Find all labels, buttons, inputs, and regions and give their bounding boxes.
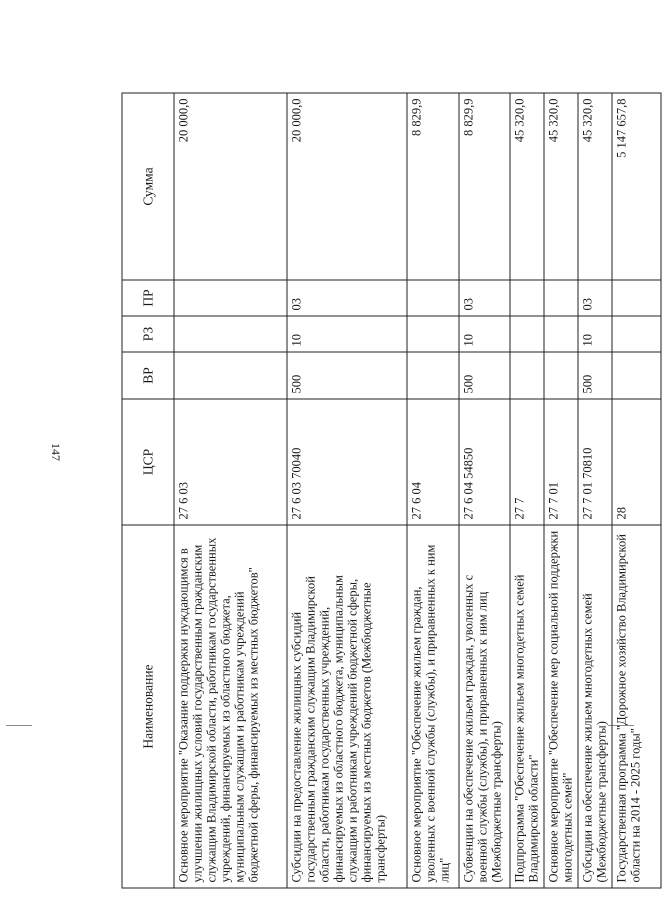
cell-name: Субвенции на обеспечение жильем граждан, уволенных с военной службы (службы), и приравненных к ним лиц (Межбюджетные трансферты) (459, 525, 510, 888)
cell-rz: 10 (287, 316, 407, 352)
cell-name: Субсидии на обеспечение жильем многодетных семей (Межбюджетные трансферты) (578, 525, 612, 888)
header-rz: РЗ (122, 316, 174, 352)
cell-pr: 03 (459, 280, 510, 316)
table-row (407, 93, 459, 888)
cell-name: Государственная программа "Дорожное хозяйство Владимирской области на 2014 - 2025 годы" (612, 525, 661, 888)
cell-name: Субсидии на предоставление жилищных субсидий государственным гражданским служащим Владимирской области, работникам государственных учреждений, финансируемых из областного бюджета, муниципальным служащим и работникам учреждений бюджетной сферы, финансируемых из местных бюджетов (Межбюджетные трансферты) (287, 525, 407, 888)
cell-sum: 8 829,9 (407, 93, 459, 280)
cell-csr: 27 6 03 70040 (287, 399, 407, 525)
table-row (459, 93, 510, 888)
cell-sum: 20 000,0 (287, 93, 407, 280)
cell-rz (544, 316, 578, 352)
rotated-table-wrapper (122, 94, 643, 889)
page-number: 147 (49, 443, 63, 461)
cell-rz (174, 316, 287, 352)
cell-vr: 500 (287, 352, 407, 399)
cell-vr (544, 352, 578, 399)
cell-vr (510, 352, 544, 399)
cell-vr (174, 352, 287, 399)
scan-mark-left (6, 725, 32, 726)
cell-rz (612, 316, 661, 352)
table-row (544, 93, 578, 888)
cell-sum: 45 320,0 (544, 93, 578, 280)
table-row (174, 93, 287, 888)
cell-rz: 10 (459, 316, 510, 352)
cell-sum: 45 320,0 (510, 93, 544, 280)
cell-sum: 20 000,0 (174, 93, 287, 280)
cell-csr: 27 7 (510, 399, 544, 525)
cell-sum: 8 829,9 (459, 93, 510, 280)
cell-csr: 27 6 04 (407, 399, 459, 525)
table-row (510, 93, 544, 888)
table-header-row (122, 93, 174, 888)
cell-csr: 28 (612, 399, 661, 525)
cell-name: Основное мероприятие "Оказание поддержки нуждающимся в улучшении жилищных условий государственным гражданским служащим Владимирской области, работникам государственных учреждений, финансируемых из областного бюджета, муниципальным служащим и работникам учреждений бюджетной сферы, финансируемых из местных бюджетов" (174, 525, 287, 888)
cell-csr: 27 7 01 70810 (578, 399, 612, 525)
table-row (287, 93, 407, 888)
cell-sum: 5 147 657,8 (612, 93, 661, 280)
table-row (578, 93, 612, 888)
cell-name: Подпрограмма "Обеспечение жильем многодетных семей Владимирской области" (510, 525, 544, 888)
cell-rz: 10 (578, 316, 612, 352)
cell-vr: 500 (459, 352, 510, 399)
header-pr: ПР (122, 280, 174, 316)
header-vr: ВР (122, 352, 174, 399)
cell-pr: 03 (578, 280, 612, 316)
cell-name: Основное мероприятие "Обеспечение жильем граждан, уволенных с военной службы (службы), и приравненных к ним лиц" (407, 525, 459, 888)
cell-sum: 45 320,0 (578, 93, 612, 280)
cell-vr (407, 352, 459, 399)
cell-csr: 27 6 03 (174, 399, 287, 525)
cell-pr (510, 280, 544, 316)
cell-pr (544, 280, 578, 316)
table-row (612, 93, 661, 888)
cell-vr (612, 352, 661, 399)
header-csr: ЦСР (122, 399, 174, 525)
cell-csr: 27 6 04 54850 (459, 399, 510, 525)
cell-pr (174, 280, 287, 316)
cell-vr: 500 (578, 352, 612, 399)
header-name: Наименование (122, 525, 174, 888)
cell-csr: 27 7 01 (544, 399, 578, 525)
header-sum: Сумма (122, 93, 174, 280)
cell-name: Основное мероприятие "Обеспечение мер социальной поддержки многодетных семей" (544, 525, 578, 888)
cell-rz (407, 316, 459, 352)
cell-pr (612, 280, 661, 316)
cell-rz (510, 316, 544, 352)
budget-table (122, 93, 662, 889)
cell-pr: 03 (287, 280, 407, 316)
cell-pr (407, 280, 459, 316)
